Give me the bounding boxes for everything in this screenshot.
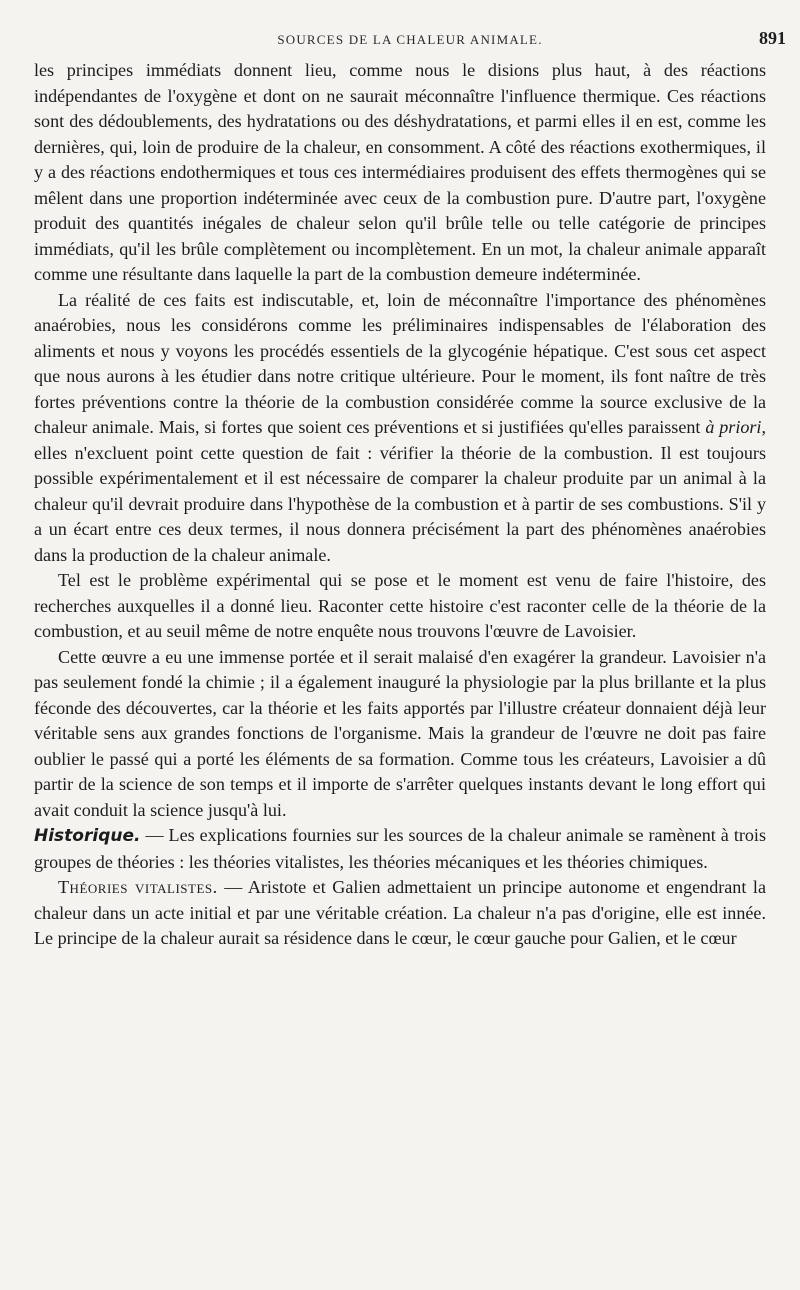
page-number: 891 (759, 28, 786, 48)
subsection-heading: Théories vitalistes. (58, 877, 218, 897)
paragraph-historique (34, 823, 766, 875)
paragraph-text: Tel est le problème expérimental qui se pose et le moment est venu de faire l'histoire, des recherches auxquelles il a donné lieu. Raconter cette histoire c'est raconter celle de la théorie de la combustion, et au seuil même de notre enquête nous trouvons l'œuvre de Lavoisier. (34, 570, 766, 641)
section-heading: Historique. (34, 826, 141, 846)
paragraph-text: — Les explications fournies sur les sources de la chaleur animale se ramènent à trois groupes de théories : les théories vitalistes, les théories mécaniques et les théories chimiques. (34, 825, 766, 872)
paragraph-text: La réalité de ces faits est indiscutable, et, loin de méconnaître l'importance des phénomènes anaérobies, nous les considérons comme les préliminaires indispensables de l'élaboration des aliments et nous y voyons les procédés essentiels de la glycogénie hépatique. C'est sous cet aspect que nous aurons à les étudier dans notre critique ultérieure. Pour le moment, ils font naître de très fortes préventions contre la théorie de la combustion considérée comme la source exclusive de la chaleur animale. Mais, si fortes que soient ces préventions et si justifiées qu'elles paraissent (34, 289, 766, 437)
paragraph-anaerobic-phenomena (34, 288, 766, 569)
paragraph-text: Cette œuvre a eu une immense portée et il serait malaisé d'en exagérer la grandeur. Lavoisier n'a pas seulement fondé la chimie ; il a également inauguré la physiologie par la plus brillante et la plus féconde des découvertes, car la théorie et les faits apportés par l'illustre créateur donnaient déjà leur véritable sens aux grandes fonctions de l'organisme. Mais la grandeur de l'œuvre ne doit pas faire oublier le passé qui a porté les éléments de sa formation. Comme tous les créateurs, Lavoisier a dû partir de la science de son temps et il importe de s'arrêter quelques instants devant le long effort qui avait conduit la science jusqu'à lui. (34, 646, 766, 820)
paragraph-continuation (34, 58, 766, 288)
paragraph-experimental-problem (34, 568, 766, 645)
running-title: SOURCES DE LA CHALEUR ANIMALE. (277, 32, 543, 47)
running-head (34, 28, 786, 50)
body-text (34, 58, 766, 952)
paragraph-text: — Aristote et Galien admettaient un principe autonome et engendrant la chaleur dans un acte initial et par une véritable création. La chaleur n'a pas d'origine, elle est innée. Le principe de la chaleur aurait sa résidence dans le cœur, le cœur gauche pour Galien, et le cœur (34, 877, 766, 948)
paragraph-lavoisier (34, 645, 766, 824)
paragraph-text: les principes immédiats donnent lieu, comme nous le disions plus haut, à des réactions indépendantes de l'oxygène et dont on ne saurait méconnaître l'influence thermique. Ces réactions sont des dédoublements, des hydratations ou des déshydratations, et parmi elles il en est, comme les dernières, qui, loin de produire de la chaleur, en consomment. A côté des réactions exothermiques, il y a des réactions endothermiques et tous ces intermédiaires produisent des effets thermogènes qui se mêlent dans une proportion indéterminée avec ceux de la combustion pure. D'autre part, l'oxygène produit des quantités inégales de chaleur selon qu'il brûle telle ou telle catégorie de principes immédiats, qu'il les brûle complètement ou incomplètement. En un mot, la chaleur animale apparaît comme une résultante dans laquelle la part de la combustion demeure indéterminée. (34, 60, 766, 284)
italic-term: à priori (705, 417, 762, 437)
paragraph-vitalist-theories (34, 875, 766, 952)
paragraph-text: , elles n'excluent point cette question de fait : vérifier la théorie de la combustion. Il est toujours possible expérimentalement et il est nécessaire de comparer la chaleur produite par un animal à la chaleur qu'il devrait produire dans l'hypothèse de la combustion et à partir de ses combustions. S'il y a un écart entre ces deux termes, il nous donnera précisément la part des phénomènes anaérobies dans la production de la chaleur animale. (34, 417, 766, 565)
